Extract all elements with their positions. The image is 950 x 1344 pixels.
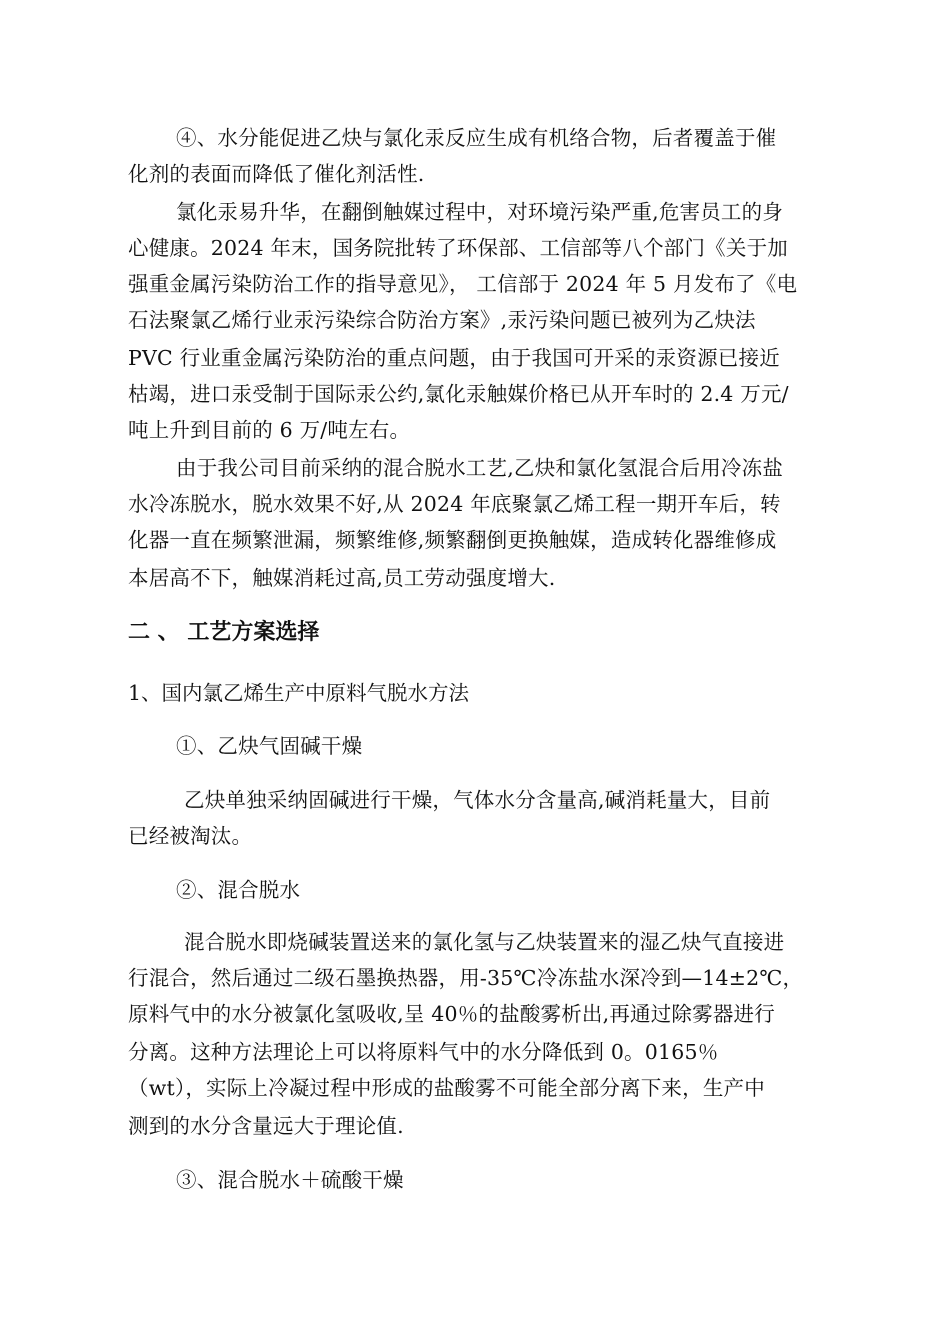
- section-heading: 二 、 工艺方案选择: [128, 620, 320, 645]
- para3-line-1: 由于我公司目前采纳的混合脱水工艺,乙炔和氯化氢混合后用冷冻盐: [176, 456, 784, 480]
- item2-line-5: （wt），实际上冷凝过程中形成的盐酸雾不可能全部分离下来，生产中: [128, 1076, 765, 1100]
- item2-line-1: 混合脱水即烧碱装置送来的氯化氢与乙炔装置来的湿乙炔气直接进: [184, 930, 785, 954]
- para2-line-3: 强重金属污染防治工作的指导意见》， 工信部于 2024 年 5 月发布了《电: [128, 272, 798, 296]
- para2-line-4: 石法聚氯乙烯行业汞污染综合防治方案》,汞污染问题已被列为乙炔法: [128, 308, 756, 332]
- item2-line-3: 原料气中的水分被氯化氢吸收,呈 40％的盐酸雾析出,再通过除雾器进行: [128, 1002, 775, 1026]
- item3-title: ③、混合脱水＋硫酸干燥: [176, 1168, 404, 1192]
- para3-line-2: 水冷冻脱水，脱水效果不好,从 2024 年底聚氯乙烯工程一期开车后，转: [128, 492, 781, 516]
- para1-line-1: ④、水分能促进乙炔与氯化汞反应生成有机络合物，后者覆盖于催: [176, 126, 777, 150]
- subsection-title: 1、国内氯乙烯生产中原料气脱水方法: [128, 681, 470, 705]
- item2-line-6: 测到的水分含量远大于理论值.: [128, 1114, 404, 1138]
- para2-line-6: 枯竭，进口汞受制于国际汞公约,氯化汞触媒价格已从开车时的 2.4 万元/: [128, 382, 789, 406]
- item1-title: ①、乙炔气固碱干燥: [176, 734, 363, 758]
- para1-line-2: 化剂的表面而降低了催化剂活性.: [128, 162, 425, 186]
- para2-line-5: PVC 行业重金属污染防治的重点问题，由于我国可开采的汞资源已接近: [128, 346, 780, 370]
- para2-line-7: 吨上升到目前的 6 万/吨左右。: [128, 418, 411, 442]
- para3-line-3: 化器一直在频繁泄漏，频繁维修,频繁翻倒更换触媒，造成转化器维修成: [128, 528, 777, 552]
- item2-title: ②、混合脱水: [176, 878, 301, 902]
- item2-line-4: 分离。这种方法理论上可以将原料气中的水分降低到 0。0165％: [128, 1040, 719, 1064]
- item1-line-1: 乙炔单独采纳固碱进行干燥，气体水分含量高,碱消耗量大，目前: [184, 788, 771, 812]
- para3-line-4: 本居高不下，触媒消耗过高,员工劳动强度增大.: [128, 566, 556, 590]
- item2-line-2: 行混合，然后通过二级石墨换热器，用-35℃冷冻盐水深冷到—14±2℃，: [128, 966, 804, 990]
- para2-line-2: 心健康。2024 年末，国务院批转了环保部、工信部等八个部门《关于加: [128, 236, 788, 260]
- item1-line-2: 已经被淘汰。: [128, 824, 253, 848]
- para2-line-1: 氯化汞易升华，在翻倒触媒过程中，对环境污染严重,危害员工的身: [176, 200, 784, 224]
